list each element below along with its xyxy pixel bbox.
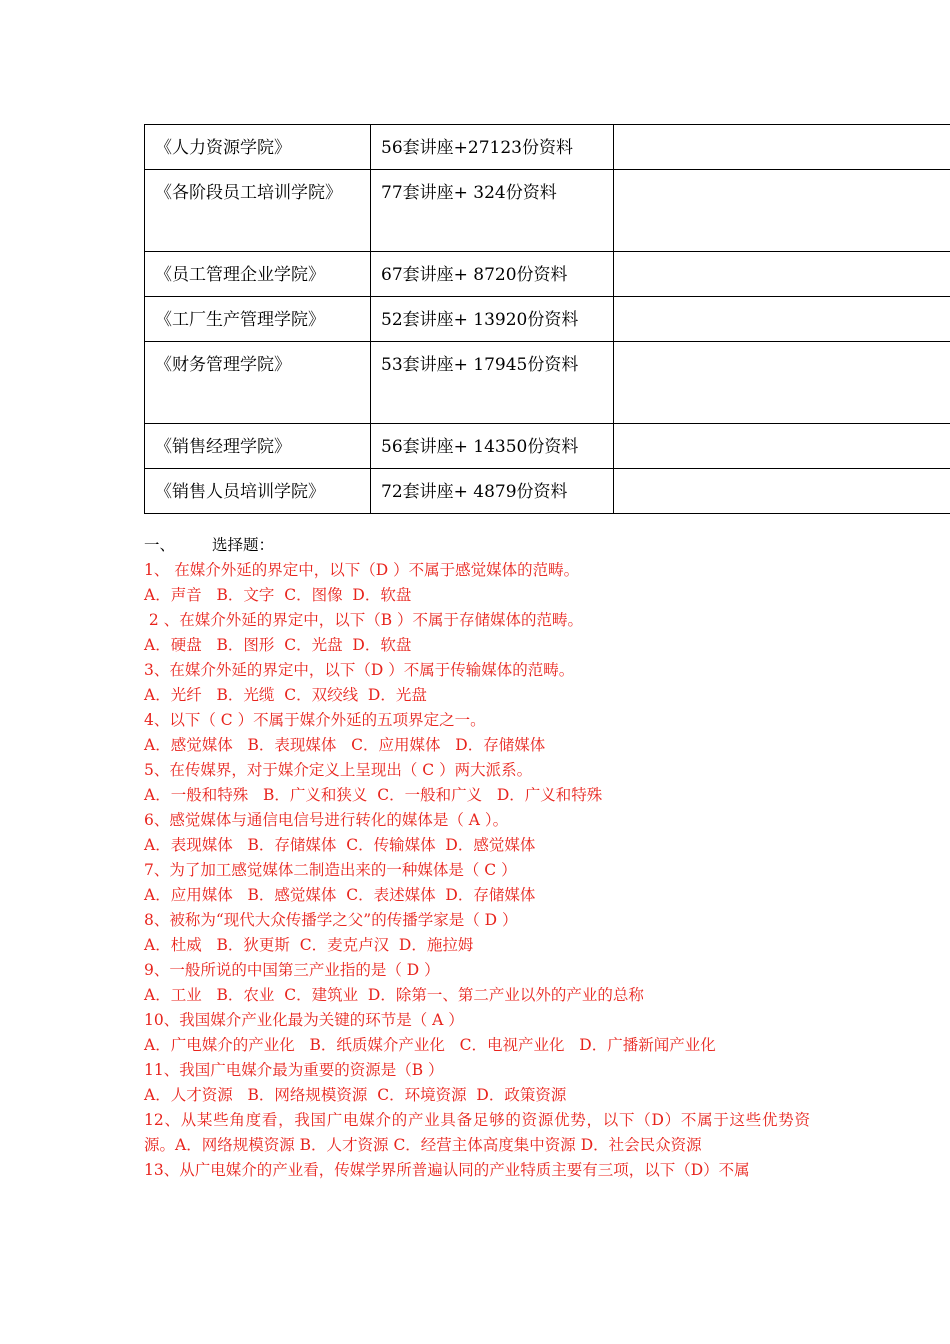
table-cell-name: 《销售人员培训学院》 [145, 469, 371, 514]
quiz-line: 11、我国广电媒介最为重要的资源是（B ） [144, 1061, 444, 1079]
quiz-section [144, 533, 810, 1183]
table-cell-note [614, 424, 950, 469]
quiz-line: 2 、在媒介外延的界定中，以下（B ）不属于存储媒体的范畴。 [144, 611, 584, 629]
table-row [145, 125, 950, 170]
quiz-line: 9、一般所说的中国第三产业指的是（ D ） [144, 961, 440, 979]
table-cell-note [614, 170, 950, 252]
section-number: 一、 [144, 536, 176, 554]
table-cell-info: 67套讲座+ 8720份资料 [371, 252, 614, 297]
table-cell-name: 《各阶段员工培训学院》 [145, 170, 371, 252]
quiz-line: A．表现媒体 B．存储媒体 C．传输媒体 D．感觉媒体 [144, 836, 536, 854]
quiz-line: 1、 在媒介外延的界定中，以下（D ）不属于感觉媒体的范畴。 [144, 561, 580, 579]
quiz-line: 6、感觉媒体与通信电信号进行转化的媒体是（ A ）。 [144, 811, 509, 829]
table-cell-note [614, 252, 950, 297]
quiz-paragraph: 12、从某些角度看，我国广电媒介的产业具备足够的资源优势，以下（D）不属于这些优势资源。A．网络规模资源 B．人才资源 C．经营主体高度集中资源 D．社会民众资源 [144, 1111, 810, 1154]
quiz-line: A．一般和特殊 B．广义和狭义 C．一般和广义 D．广义和特殊 [144, 786, 603, 804]
quiz-paragraph: 13、从广电媒介的产业看，传媒学界所普遍认同的产业特质主要有三项，以下（D）不属 [144, 1161, 750, 1179]
table-row [145, 170, 950, 252]
table-cell-name: 《人力资源学院》 [145, 125, 371, 170]
section-title: 选择题： [212, 536, 275, 554]
section-heading [144, 533, 810, 558]
quiz-line: A．光纤 B．光缆 C．双绞线 D．光盘 [144, 686, 427, 704]
table-cell-info: 56套讲座+ 14350份资料 [371, 424, 614, 469]
table-cell-info: 56套讲座+27123份资料 [371, 125, 614, 170]
quiz-line: 5、在传媒界，对于媒介定义上呈现出（ C ）两大派系。 [144, 761, 533, 779]
table-cell-info: 77套讲座+ 324份资料 [371, 170, 614, 252]
table-row [145, 469, 950, 514]
table-row [145, 252, 950, 297]
table-row [145, 342, 950, 424]
table-cell-note [614, 125, 950, 170]
quiz-line: A．工业 B．农业 C．建筑业 D．除第一、第二产业以外的产业的总称 [144, 986, 644, 1004]
quiz-line: A．广电媒介的产业化 B．纸质媒介产业化 C．电视产业化 D．广播新闻产业化 [144, 1036, 716, 1054]
table-cell-info: 72套讲座+ 4879份资料 [371, 469, 614, 514]
table-cell-name: 《财务管理学院》 [145, 342, 371, 424]
resource-table [144, 124, 950, 514]
quiz-line: 7、为了加工感觉媒体二制造出来的一种媒体是（ C ） [144, 861, 517, 879]
quiz-line: 10、我国媒介产业化最为关键的环节是（ A ） [144, 1011, 464, 1029]
quiz-line: A．应用媒体 B．感觉媒体 C．表述媒体 D．存储媒体 [144, 886, 536, 904]
table-row [145, 297, 950, 342]
quiz-line: A．人才资源 B．网络规模资源 C．环境资源 D．政策资源 [144, 1086, 567, 1104]
quiz-line: 4、以下（ C ）不属于媒介外延的五项界定之一。 [144, 711, 486, 729]
table-cell-name: 《工厂生产管理学院》 [145, 297, 371, 342]
quiz-line: A．感觉媒体 B．表现媒体 C．应用媒体 D．存储媒体 [144, 736, 546, 754]
table-cell-note [614, 469, 950, 514]
quiz-line: 8、被称为“现代大众传播学之父”的传播学家是（ D ） [144, 911, 518, 929]
quiz-line: A．硬盘 B．图形 C．光盘 D．软盘 [144, 636, 412, 654]
table-cell-info: 53套讲座+ 17945份资料 [371, 342, 614, 424]
quiz-line: A．杜威 B．狄更斯 C．麦克卢汉 D．施拉姆 [144, 936, 474, 954]
quiz-line: 3、在媒介外延的界定中，以下（D ）不属于传输媒体的范畴。 [144, 661, 575, 679]
table-cell-note [614, 297, 950, 342]
quiz-line: A．声音 B．文字 C．图像 D．软盘 [144, 586, 412, 604]
table-cell-name: 《员工管理企业学院》 [145, 252, 371, 297]
table-cell-info: 52套讲座+ 13920份资料 [371, 297, 614, 342]
table-cell-name: 《销售经理学院》 [145, 424, 371, 469]
table-row [145, 424, 950, 469]
table-cell-note [614, 342, 950, 424]
